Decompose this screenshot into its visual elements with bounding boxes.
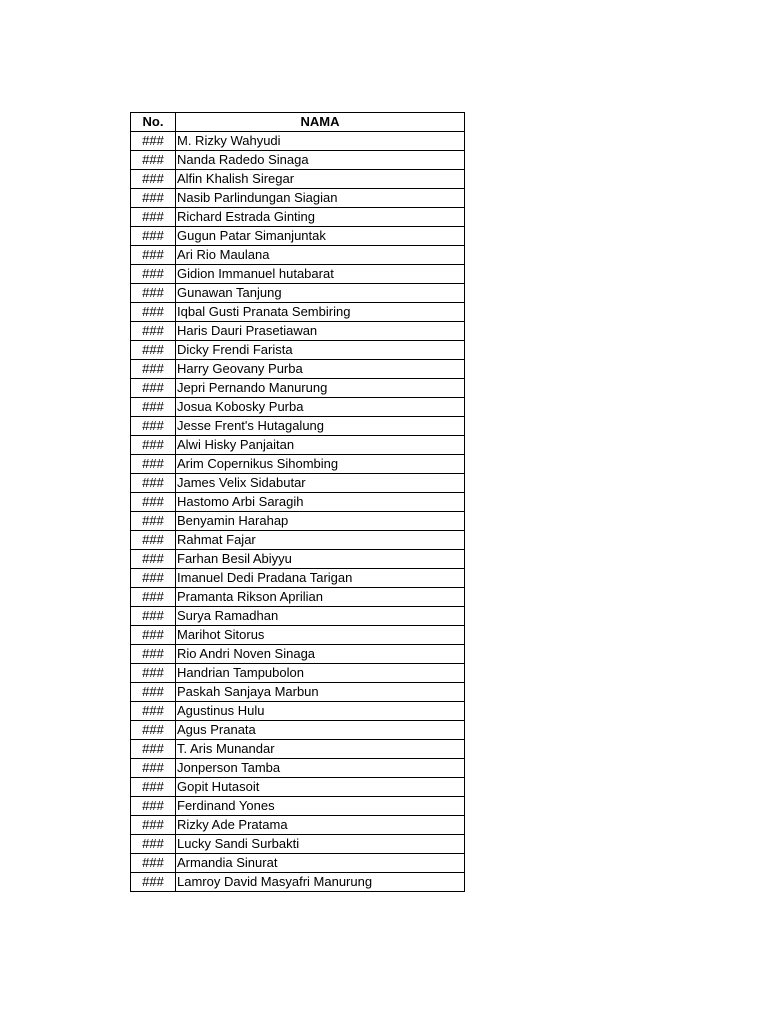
- row-number-cell: ###: [131, 227, 176, 246]
- row-number-cell: ###: [131, 208, 176, 227]
- row-number-cell: ###: [131, 816, 176, 835]
- row-name-cell: Agus Pranata: [176, 721, 465, 740]
- row-number-cell: ###: [131, 588, 176, 607]
- table-row: [131, 474, 465, 493]
- table-row: [131, 588, 465, 607]
- table-row: [131, 379, 465, 398]
- table-row: [131, 303, 465, 322]
- table-row: [131, 512, 465, 531]
- row-name-cell: M. Rizky Wahyudi: [176, 132, 465, 151]
- row-name-cell: Jonperson Tamba: [176, 759, 465, 778]
- table-row: [131, 873, 465, 892]
- header-no: No.: [131, 113, 176, 132]
- row-number-cell: ###: [131, 493, 176, 512]
- table-row: [131, 607, 465, 626]
- row-number-cell: ###: [131, 607, 176, 626]
- table-row: [131, 170, 465, 189]
- row-number-cell: ###: [131, 759, 176, 778]
- row-name-cell: Richard Estrada Ginting: [176, 208, 465, 227]
- row-number-cell: ###: [131, 512, 176, 531]
- table-row: [131, 664, 465, 683]
- row-name-cell: Haris Dauri Prasetiawan: [176, 322, 465, 341]
- table-row: [131, 284, 465, 303]
- row-number-cell: ###: [131, 341, 176, 360]
- row-name-cell: Rizky Ade Pratama: [176, 816, 465, 835]
- row-number-cell: ###: [131, 797, 176, 816]
- row-number-cell: ###: [131, 683, 176, 702]
- row-name-cell: Gunawan Tanjung: [176, 284, 465, 303]
- row-number-cell: ###: [131, 360, 176, 379]
- row-name-cell: Alwi Hisky Panjaitan: [176, 436, 465, 455]
- row-number-cell: ###: [131, 265, 176, 284]
- row-number-cell: ###: [131, 322, 176, 341]
- row-number-cell: ###: [131, 170, 176, 189]
- row-number-cell: ###: [131, 246, 176, 265]
- row-name-cell: Nasib Parlindungan Siagian: [176, 189, 465, 208]
- table-row: [131, 816, 465, 835]
- row-number-cell: ###: [131, 455, 176, 474]
- row-number-cell: ###: [131, 835, 176, 854]
- row-name-cell: Gopit Hutasoit: [176, 778, 465, 797]
- row-name-cell: Jesse Frent's Hutagalung: [176, 417, 465, 436]
- row-name-cell: Lucky Sandi Surbakti: [176, 835, 465, 854]
- row-name-cell: Pramanta Rikson Aprilian: [176, 588, 465, 607]
- row-number-cell: ###: [131, 569, 176, 588]
- row-number-cell: ###: [131, 436, 176, 455]
- table-row: [131, 626, 465, 645]
- row-number-cell: ###: [131, 664, 176, 683]
- table-row: [131, 493, 465, 512]
- table-row: [131, 417, 465, 436]
- table-row: [131, 778, 465, 797]
- table-row: [131, 208, 465, 227]
- row-number-cell: ###: [131, 379, 176, 398]
- row-number-cell: ###: [131, 531, 176, 550]
- row-number-cell: ###: [131, 873, 176, 892]
- table-row: [131, 455, 465, 474]
- row-name-cell: Dicky Frendi Farista: [176, 341, 465, 360]
- row-name-cell: Ari Rio Maulana: [176, 246, 465, 265]
- row-name-cell: Gugun Patar Simanjuntak: [176, 227, 465, 246]
- row-name-cell: Lamroy David Masyafri Manurung: [176, 873, 465, 892]
- row-number-cell: ###: [131, 284, 176, 303]
- row-name-cell: Jepri Pernando Manurung: [176, 379, 465, 398]
- table-row: [131, 550, 465, 569]
- row-name-cell: Paskah Sanjaya Marbun: [176, 683, 465, 702]
- row-number-cell: ###: [131, 854, 176, 873]
- row-name-cell: Nanda Radedo Sinaga: [176, 151, 465, 170]
- table-row: [131, 151, 465, 170]
- row-number-cell: ###: [131, 417, 176, 436]
- table-row: [131, 702, 465, 721]
- table-row: [131, 398, 465, 417]
- row-name-cell: Ferdinand Yones: [176, 797, 465, 816]
- row-number-cell: ###: [131, 645, 176, 664]
- row-number-cell: ###: [131, 189, 176, 208]
- table-row: [131, 645, 465, 664]
- row-number-cell: ###: [131, 626, 176, 645]
- student-name-table: [130, 112, 465, 892]
- row-number-cell: ###: [131, 550, 176, 569]
- table-row: [131, 759, 465, 778]
- table-row: [131, 360, 465, 379]
- table-row: [131, 246, 465, 265]
- table-row: [131, 265, 465, 284]
- row-number-cell: ###: [131, 398, 176, 417]
- row-name-cell: Surya Ramadhan: [176, 607, 465, 626]
- row-name-cell: Gidion Immanuel hutabarat: [176, 265, 465, 284]
- row-number-cell: ###: [131, 740, 176, 759]
- row-number-cell: ###: [131, 132, 176, 151]
- row-number-cell: ###: [131, 303, 176, 322]
- header-nama: NAMA: [176, 113, 465, 132]
- row-name-cell: Hastomo Arbi Saragih: [176, 493, 465, 512]
- row-name-cell: Rio Andri Noven Sinaga: [176, 645, 465, 664]
- table-row: [131, 569, 465, 588]
- row-name-cell: Arim Copernikus Sihombing: [176, 455, 465, 474]
- row-name-cell: T. Aris Munandar: [176, 740, 465, 759]
- row-name-cell: Benyamin Harahap: [176, 512, 465, 531]
- table-row: [131, 797, 465, 816]
- table-body: [131, 132, 465, 892]
- row-name-cell: Farhan Besil Abiyyu: [176, 550, 465, 569]
- row-name-cell: Rahmat Fajar: [176, 531, 465, 550]
- row-name-cell: Iqbal Gusti Pranata Sembiring: [176, 303, 465, 322]
- row-name-cell: Armandia Sinurat: [176, 854, 465, 873]
- table-row: [131, 322, 465, 341]
- table-row: [131, 531, 465, 550]
- table-row: [131, 436, 465, 455]
- row-number-cell: ###: [131, 474, 176, 493]
- row-name-cell: Handrian Tampubolon: [176, 664, 465, 683]
- row-name-cell: Harry Geovany Purba: [176, 360, 465, 379]
- table-row: [131, 132, 465, 151]
- row-name-cell: Agustinus Hulu: [176, 702, 465, 721]
- table-header-row: [131, 113, 465, 132]
- row-name-cell: Imanuel Dedi Pradana Tarigan: [176, 569, 465, 588]
- table-row: [131, 189, 465, 208]
- row-name-cell: Josua Kobosky Purba: [176, 398, 465, 417]
- table-row: [131, 341, 465, 360]
- row-name-cell: Marihot Sitorus: [176, 626, 465, 645]
- table-row: [131, 854, 465, 873]
- table-row: [131, 721, 465, 740]
- row-number-cell: ###: [131, 778, 176, 797]
- row-number-cell: ###: [131, 702, 176, 721]
- table-row: [131, 740, 465, 759]
- row-number-cell: ###: [131, 721, 176, 740]
- table-row: [131, 835, 465, 854]
- row-name-cell: James Velix Sidabutar: [176, 474, 465, 493]
- table-row: [131, 683, 465, 702]
- row-name-cell: Alfin Khalish Siregar: [176, 170, 465, 189]
- row-number-cell: ###: [131, 151, 176, 170]
- table-row: [131, 227, 465, 246]
